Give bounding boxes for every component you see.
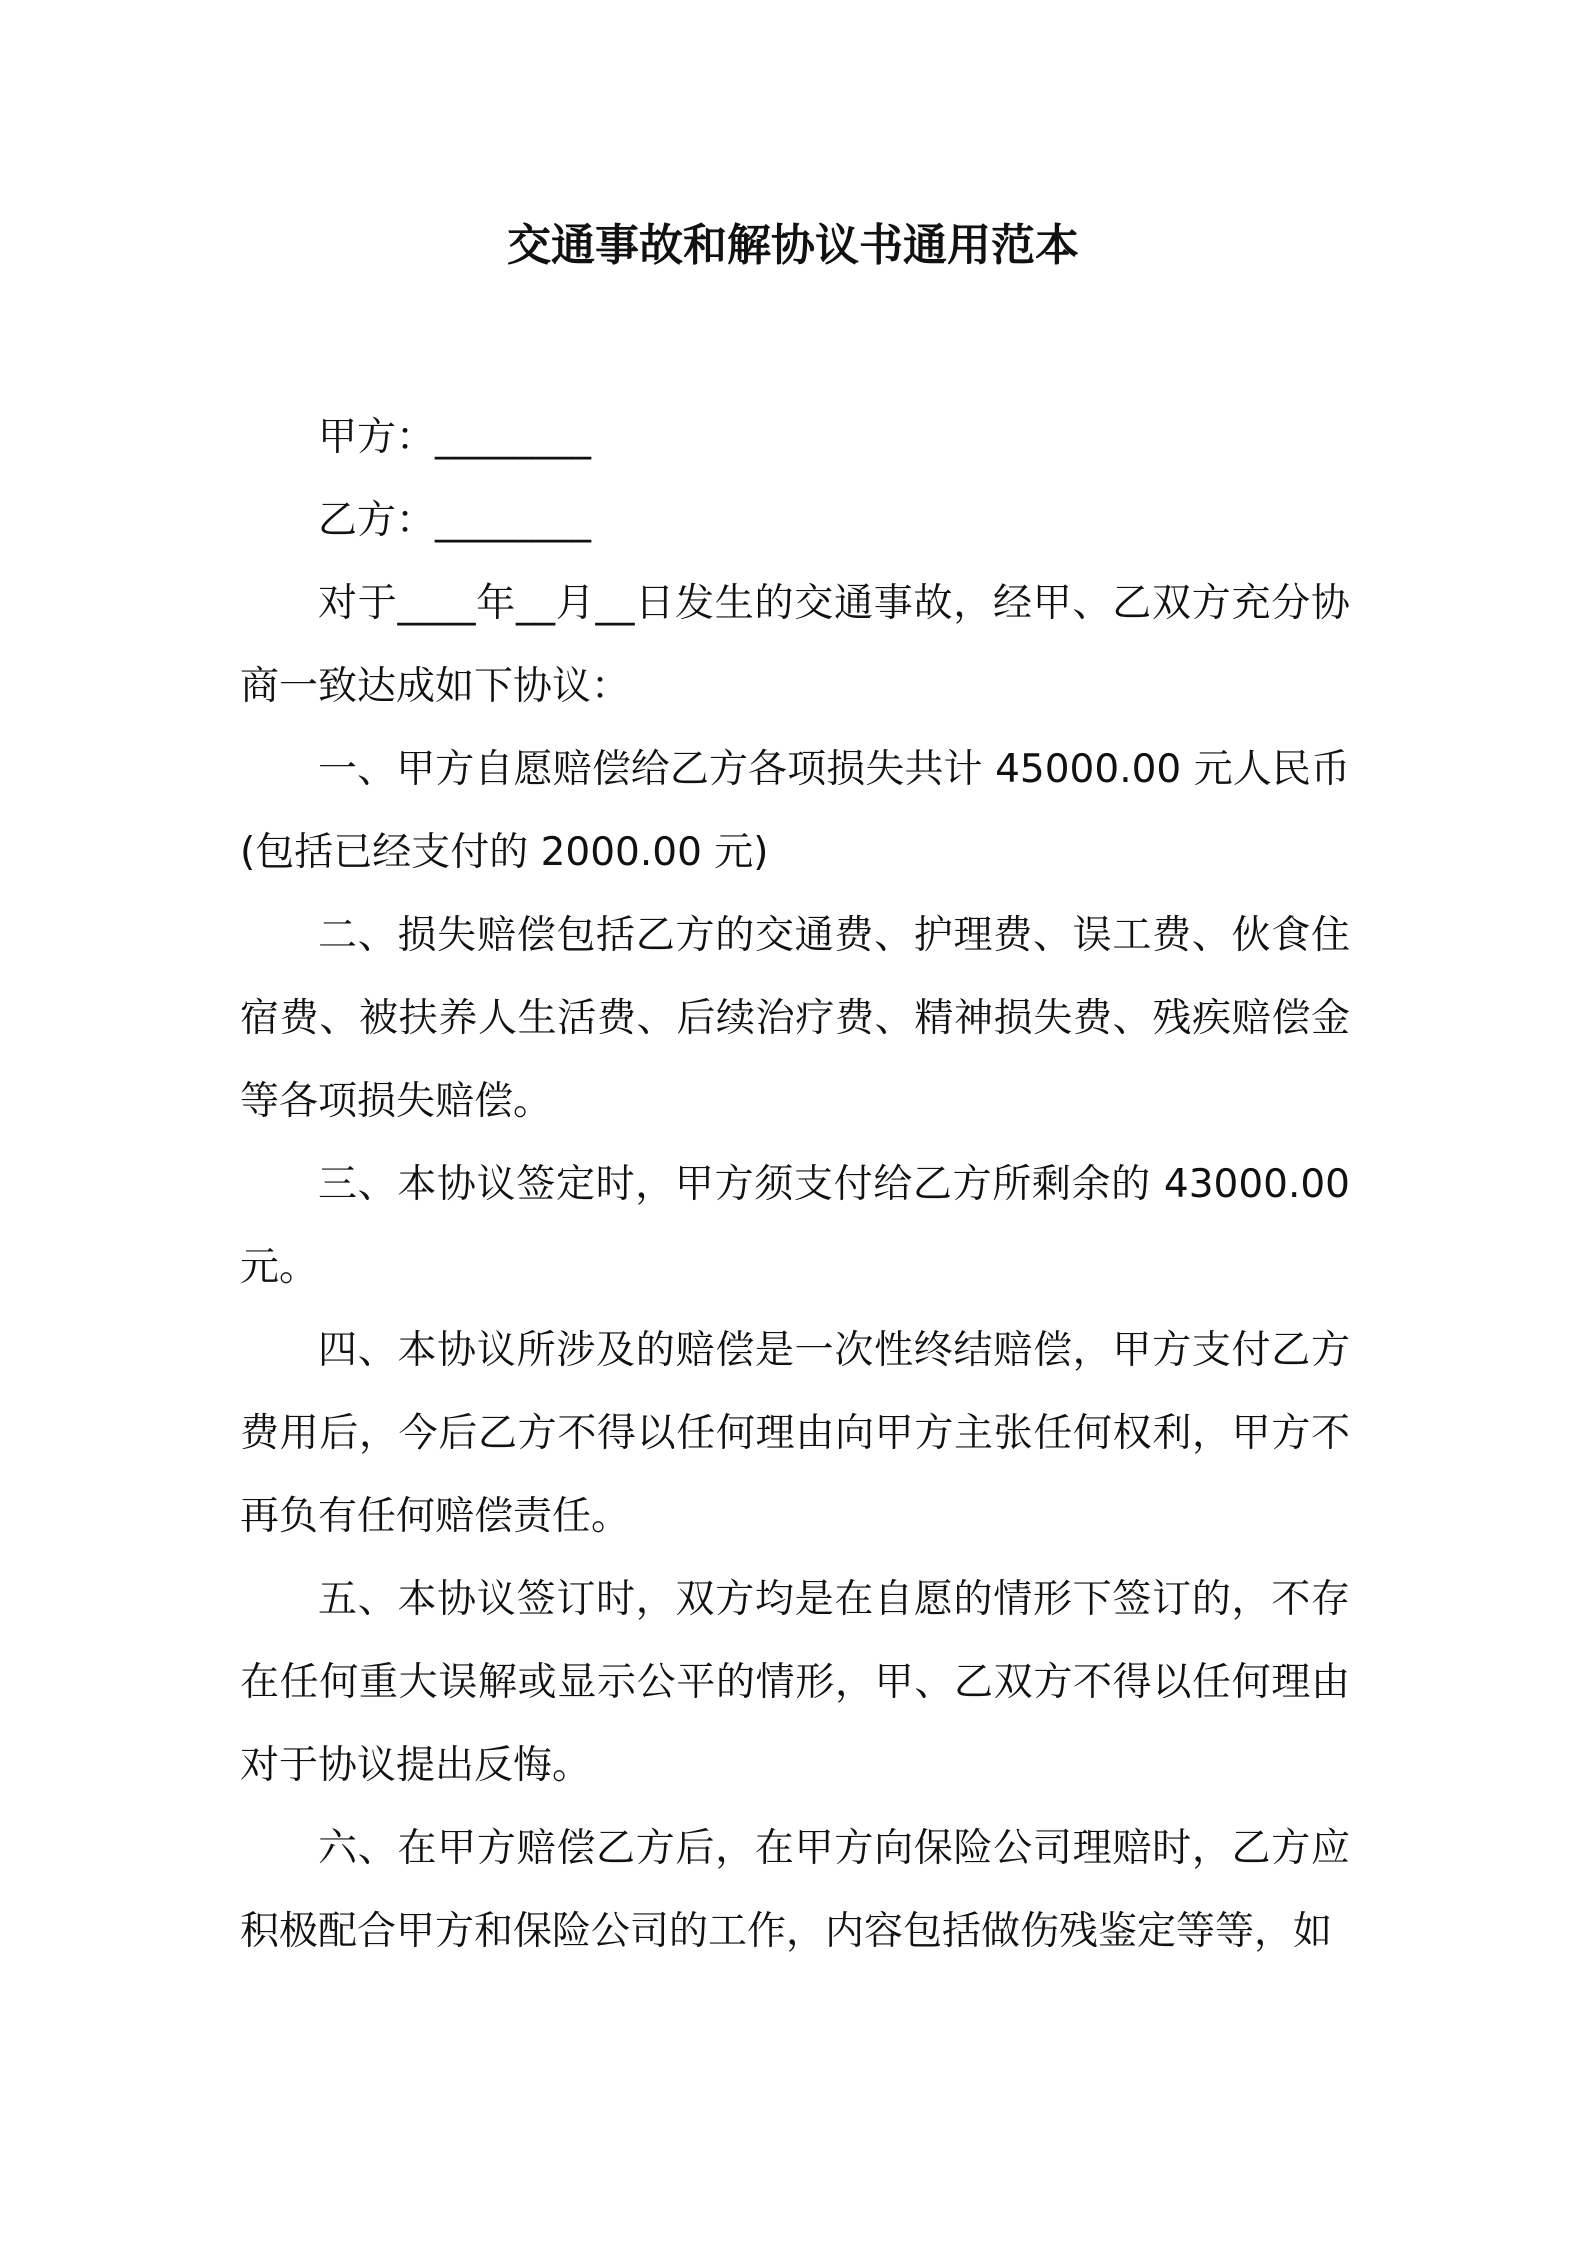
party-b-line: 乙方：________ [318, 498, 592, 543]
clause-2: 二、损失赔偿包括乙方的交通费、护理费、误工费、伙食住宿费、被扶养人生活费、后续治疗费、精神损失费、残疾赔偿金等各项损失赔偿。 [240, 913, 1350, 1124]
clause-1: 一、甲方自愿赔偿给乙方各项损失共计 45000.00 元人民币(包括已经支付的 2000.00 元) [240, 747, 1350, 875]
clause-5: 五、本协议签订时，双方均是在自愿的情形下签订的，不存在任何重大误解或显示公平的情形，甲、乙双方不得以任何理由对于协议提出反悔。 [240, 1577, 1350, 1788]
party-a-line: 甲方：________ [318, 415, 592, 460]
clause-3: 三、本协议签定时，甲方须支付给乙方所剩余的 43000.00 元。 [240, 1162, 1363, 1290]
document-body [240, 396, 1363, 1973]
clause-6: 六、在甲方赔偿乙方后，在甲方向保险公司理赔时，乙方应积极配合甲方和保险公司的工作，内容包括做伤残鉴定等等，如 [240, 1826, 1350, 1954]
intro-paragraph: 对于____年__月__日发生的交通事故，经甲、乙双方充分协商一致达成如下协议： [240, 581, 1350, 709]
clause-4: 四、本协议所涉及的赔偿是一次性终结赔偿，甲方支付乙方费用后，今后乙方不得以任何理由向甲方主张任何权利，甲方不再负有任何赔偿责任。 [240, 1328, 1350, 1539]
document-title: 交通事故和解协议书通用范本 [507, 220, 1079, 271]
